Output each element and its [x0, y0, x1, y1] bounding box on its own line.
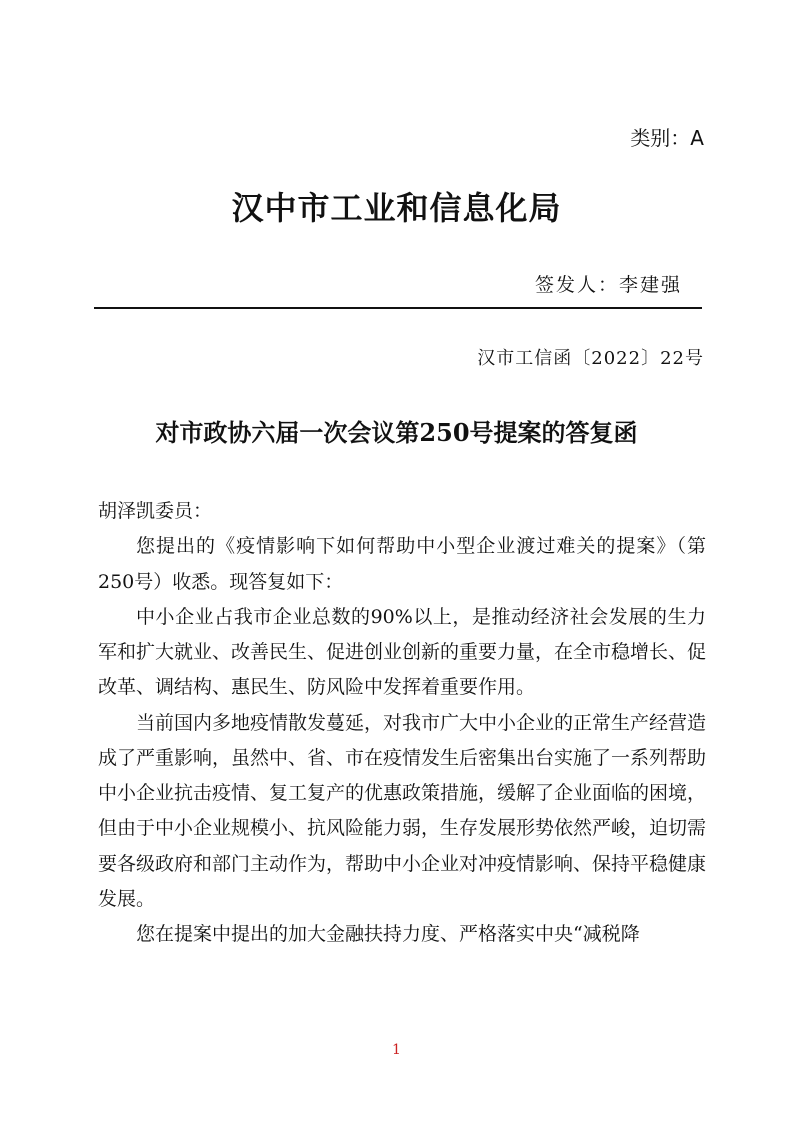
document-body: [98, 494, 706, 952]
signer-line: 签发人：李建强: [534, 274, 682, 296]
issuing-authority: 汉中市工业和信息化局: [231, 189, 562, 227]
document-title: 对市政协六届一次会议第250号提案的答复函: [155, 418, 638, 447]
body-paragraph: 当前国内多地疫情散发蔓延，对我市广大中小企业的正常生产经营造成了严重影响，虽然中、省、市在疫情发生后密集出台实施了一系列帮助中小企业抗击疫情、复工复产的优惠政策措施，缓解了企业面临的困境，但由于中小企业规模小、抗风险能力弱，生存发展形势依然严峻，迫切需要各级政府和部门主动作为，帮助中小企业对冲疫情影响、保持平稳健康发展。: [98, 711, 707, 910]
category-label: 类别：A: [630, 126, 704, 150]
header-divider: [94, 307, 702, 309]
page-number: 1: [392, 1042, 401, 1058]
body-paragraph: 您在提案中提出的加大金融扶持力度、严格落实中央“减税降: [136, 923, 640, 945]
body-paragraph: 您提出的《疫情影响下如何帮助中小型企业渡过难关的提案》（第250号）收悉。现答复如下：: [98, 535, 706, 593]
salutation: 胡泽凯委员：: [98, 500, 213, 522]
document-number: 汉市工信函〔2022〕22号: [477, 348, 704, 369]
body-paragraph: 中小企业占我市企业总数的90%以上，是推动经济社会发展的生力军和扩大就业、改善民生、促进创业创新的重要力量，在全市稳增长、促改革、调结构、惠民生、防风险中发挥着重要作用。: [98, 605, 707, 699]
